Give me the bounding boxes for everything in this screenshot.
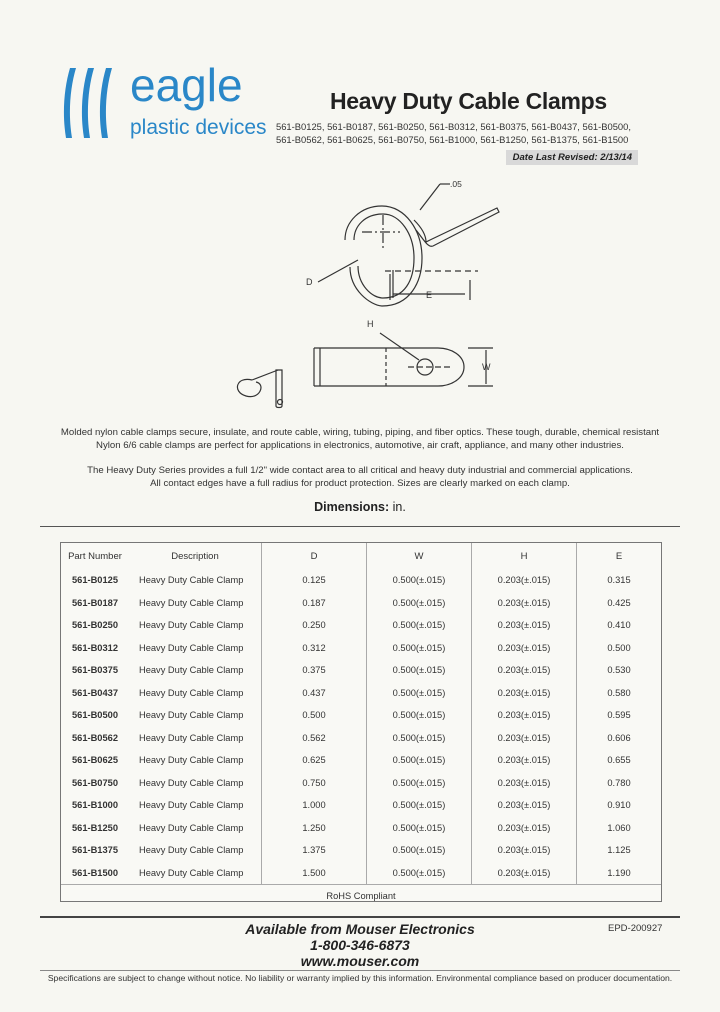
table-cell: 0.425	[577, 592, 662, 615]
column-header: H	[472, 543, 577, 569]
document-id: EPD-200927	[608, 923, 663, 934]
table-cell: 0.203(±.015)	[472, 772, 577, 795]
table-cell: 0.500(±.015)	[367, 569, 472, 592]
description-line: Molded nylon cable clamps secure, insulate, and route cable, wiring, tubing, piping, and fiber optics. These tough, durable, chemical resistant	[60, 427, 660, 438]
table-cell: 0.203(±.015)	[472, 659, 577, 682]
table-cell: 0.562	[262, 727, 367, 750]
column-header: Part Number	[68, 550, 122, 562]
table-cell: 0.595	[577, 704, 662, 727]
table-cell: Heavy Duty Cable Clamp	[139, 755, 244, 766]
description-line: All contact edges have a full radius for product protection. Sizes are clearly marked on each clamp.	[150, 478, 570, 489]
dimensions-heading	[0, 500, 720, 514]
rohs-note: RoHS Compliant	[61, 885, 661, 908]
revised-label: Date Last Revised:	[512, 152, 598, 163]
table-cell: 561-B0125	[71, 575, 118, 586]
table-cell: 561-B0250	[71, 620, 118, 631]
table-cell: 0.500	[262, 704, 367, 727]
table-cell: 561-B0187	[71, 597, 118, 608]
eagle-logo-bars	[50, 66, 130, 146]
table-cell: 1.125	[577, 839, 662, 862]
table-cell: 0.500(±.015)	[367, 817, 472, 840]
description-line: Nylon 6/6 cable clamps are perfect for applications in electronics, automotive, air craft, appliance, and many other industries.	[96, 440, 624, 451]
table-cell: 0.750	[262, 772, 367, 795]
table-cell: 1.375	[262, 839, 367, 862]
table-cell: 561-B0375	[71, 665, 118, 676]
divider	[40, 526, 680, 527]
column-header: Description	[171, 550, 219, 562]
phone-number: 1-800-346-6873	[310, 937, 410, 953]
divider	[40, 916, 680, 918]
table-header-row	[61, 543, 661, 569]
table-cell: 0.500(±.015)	[367, 682, 472, 705]
table-cell: 0.203(±.015)	[472, 569, 577, 592]
table-cell: 0.500(±.015)	[367, 839, 472, 862]
dimensions-unit: in.	[392, 500, 406, 514]
part-number-line: 561-B0125, 561-B0187, 561-B0250, 561-B0312, 561-B0375, 561-B0437, 561-B0500,	[276, 121, 631, 132]
table-cell: 1.000	[262, 794, 367, 817]
dimensions-table	[60, 542, 662, 902]
table-cell: 0.606	[577, 727, 662, 750]
table-row	[61, 569, 661, 592]
dimensions-heading-label: Dimensions:	[314, 500, 390, 514]
table-cell: 0.500(±.015)	[367, 794, 472, 817]
table-cell: 0.500(±.015)	[367, 592, 472, 615]
dimension-d-label: D	[306, 277, 313, 287]
table-cell: 0.500(±.015)	[367, 749, 472, 772]
table-cell: 0.500(±.015)	[367, 704, 472, 727]
column-header: W	[367, 543, 472, 569]
table-row	[61, 817, 661, 840]
description-paragraph-2	[40, 464, 680, 490]
dimension-e-label: E	[426, 290, 433, 300]
table-row	[61, 614, 661, 637]
table-cell: Heavy Duty Cable Clamp	[139, 665, 244, 676]
table-cell: 0.655	[577, 749, 662, 772]
table-cell: 0.500(±.015)	[367, 862, 472, 885]
table-cell: 0.203(±.015)	[472, 862, 577, 885]
description-line: The Heavy Duty Series provides a full 1/2" wide contact area to all critical and heavy duty industrial and commercial applications.	[87, 465, 633, 476]
table-cell: Heavy Duty Cable Clamp	[139, 732, 244, 743]
table-cell: 1.190	[577, 862, 662, 885]
table-cell: 0.203(±.015)	[472, 749, 577, 772]
table-cell: 0.580	[577, 682, 662, 705]
table-cell: 0.203(±.015)	[472, 839, 577, 862]
table-cell: 0.203(±.015)	[472, 704, 577, 727]
table-row	[61, 704, 661, 727]
table-row	[61, 794, 661, 817]
thickness-label: .05	[450, 179, 462, 189]
column-header: E	[577, 543, 662, 569]
table-row	[61, 682, 661, 705]
table-cell: 0.203(±.015)	[472, 794, 577, 817]
table-cell: Heavy Duty Cable Clamp	[139, 777, 244, 788]
table-cell: 0.500(±.015)	[367, 614, 472, 637]
table-cell: 0.780	[577, 772, 662, 795]
divider	[40, 970, 680, 971]
revised-date: 2/13/14	[600, 152, 632, 163]
table-cell: 0.203(±.015)	[472, 614, 577, 637]
table-cell: 0.500	[577, 637, 662, 660]
dimension-w-label: W	[482, 362, 491, 372]
table-cell: 561-B0750	[71, 777, 118, 788]
website-link[interactable]: www.mouser.com	[300, 953, 420, 969]
table-cell: 561-B1250	[71, 822, 118, 833]
table-cell: 0.625	[262, 749, 367, 772]
page-title: Heavy Duty Cable Clamps	[330, 88, 607, 114]
table-row	[61, 659, 661, 682]
disclaimer: Specifications are subject to change without notice. No liability or warranty implied by this information. Environmental compliance based on producer documentation.	[47, 973, 673, 983]
table-cell: 1.500	[262, 862, 367, 885]
table-cell: 0.500(±.015)	[367, 659, 472, 682]
table-cell: 561-B1000	[71, 800, 118, 811]
part-number-list	[276, 120, 636, 146]
table-cell: 561-B0625	[71, 755, 118, 766]
table-cell: Heavy Duty Cable Clamp	[139, 642, 244, 653]
table-cell: 0.500(±.015)	[367, 727, 472, 750]
table-body	[61, 569, 661, 885]
dimension-h-label: H	[367, 319, 374, 329]
table-cell: 0.375	[262, 659, 367, 682]
table-cell: Heavy Duty Cable Clamp	[139, 800, 244, 811]
table-cell: 0.910	[577, 794, 662, 817]
table-cell: 561-B1500	[71, 867, 118, 878]
table-cell: 0.500(±.015)	[367, 637, 472, 660]
logo-subtitle: plastic devices	[130, 116, 267, 139]
table-row	[61, 862, 661, 885]
table-cell: 0.187	[262, 592, 367, 615]
table-cell: Heavy Duty Cable Clamp	[139, 710, 244, 721]
table-cell: 0.203(±.015)	[472, 637, 577, 660]
table-cell: 0.315	[577, 569, 662, 592]
table-row	[61, 772, 661, 795]
table-cell: 0.250	[262, 614, 367, 637]
available-from: Available from Mouser Electronics	[245, 921, 475, 937]
part-number-line: 561-B0562, 561-B0625, 561-B0750, 561-B1000, 561-B1250, 561-B1375, 561-B1500	[276, 134, 629, 145]
table-cell: 561-B0500	[71, 710, 118, 721]
table-cell: Heavy Duty Cable Clamp	[139, 687, 244, 698]
table-cell: Heavy Duty Cable Clamp	[139, 867, 244, 878]
revision-date-bar	[506, 150, 638, 165]
table-cell: Heavy Duty Cable Clamp	[139, 597, 244, 608]
table-cell: Heavy Duty Cable Clamp	[139, 845, 244, 856]
table-row	[61, 637, 661, 660]
table-row	[61, 839, 661, 862]
table-cell: 0.437	[262, 682, 367, 705]
table-cell: Heavy Duty Cable Clamp	[139, 620, 244, 631]
table-row	[61, 749, 661, 772]
column-header: D	[262, 543, 367, 569]
table-footer-row	[61, 885, 661, 908]
table-cell: 0.203(±.015)	[472, 817, 577, 840]
table-cell: 1.250	[262, 817, 367, 840]
table-row	[61, 592, 661, 615]
table-row	[61, 727, 661, 750]
table-cell: 0.203(±.015)	[472, 592, 577, 615]
table-cell: 561-B1375	[71, 845, 118, 856]
table-cell: 0.500(±.015)	[367, 772, 472, 795]
table-cell: 1.060	[577, 817, 662, 840]
description-paragraph-1	[40, 426, 680, 452]
table-cell: Heavy Duty Cable Clamp	[139, 575, 244, 586]
table-cell: Heavy Duty Cable Clamp	[139, 822, 244, 833]
table-cell: 0.125	[262, 569, 367, 592]
clamp-technical-drawing	[200, 170, 520, 420]
table-cell: 0.410	[577, 614, 662, 637]
table-cell: 0.203(±.015)	[472, 682, 577, 705]
dimensions-grid	[61, 543, 661, 907]
table-cell: 561-B0437	[71, 687, 118, 698]
table-cell: 0.530	[577, 659, 662, 682]
table-cell: 0.312	[262, 637, 367, 660]
table-cell: 561-B0562	[71, 732, 118, 743]
table-cell: 561-B0312	[71, 642, 118, 653]
logo-wordmark: eagle	[130, 59, 243, 111]
table-cell: 0.203(±.015)	[472, 727, 577, 750]
